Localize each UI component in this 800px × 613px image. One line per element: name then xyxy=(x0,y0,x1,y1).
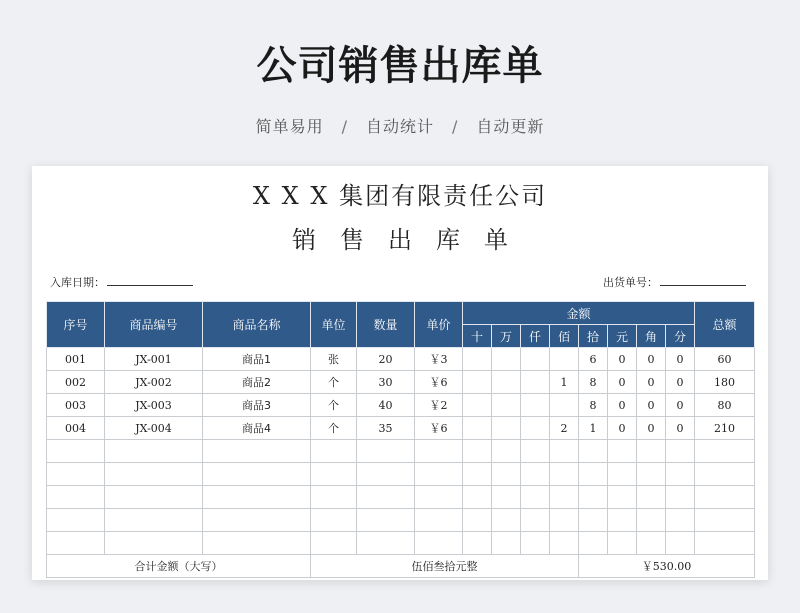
cell-code: JX-004 xyxy=(105,417,203,440)
table-row-empty xyxy=(47,486,755,509)
cell-digit: 0 xyxy=(666,394,695,417)
cell-empty xyxy=(203,509,311,532)
cell-empty xyxy=(203,463,311,486)
ship-number-label: 出货单号： xyxy=(603,276,658,289)
tagline-item: 简单易用 xyxy=(255,117,324,136)
cell-digit xyxy=(521,394,550,417)
cell-empty xyxy=(463,509,492,532)
cell-empty xyxy=(492,440,521,463)
cell-empty xyxy=(105,440,203,463)
cell-empty xyxy=(415,486,463,509)
invoice-sheet xyxy=(32,166,768,580)
cell-price: ￥2 xyxy=(415,394,463,417)
cell-digit xyxy=(492,417,521,440)
header-digit: 分 xyxy=(666,325,695,348)
cell-digit xyxy=(521,348,550,371)
cell-total: 60 xyxy=(695,348,755,371)
cell-digit: 0 xyxy=(608,371,637,394)
cell-empty xyxy=(637,509,666,532)
cell-empty xyxy=(105,509,203,532)
cell-total: 80 xyxy=(695,394,755,417)
cell-seq: 002 xyxy=(47,371,105,394)
cell-digit: 2 xyxy=(550,417,579,440)
cell-empty xyxy=(608,532,637,555)
cell-digit xyxy=(492,348,521,371)
table-row-empty xyxy=(47,463,755,486)
cell-empty xyxy=(521,486,550,509)
header-digit: 万 xyxy=(492,325,521,348)
cell-empty xyxy=(492,509,521,532)
total-amount-number: ￥530.00 xyxy=(579,555,755,578)
cell-price: ￥3 xyxy=(415,348,463,371)
cell-qty: 30 xyxy=(357,371,415,394)
in-date-blank[interactable] xyxy=(107,274,193,286)
cell-empty xyxy=(47,509,105,532)
cell-digit: 0 xyxy=(637,394,666,417)
header-digit: 元 xyxy=(608,325,637,348)
document-title: 销售出库单 xyxy=(292,226,532,254)
cell-digit xyxy=(463,417,492,440)
cell-digit: 8 xyxy=(579,371,608,394)
cell-empty xyxy=(666,463,695,486)
cell-digit: 1 xyxy=(550,371,579,394)
cell-empty xyxy=(311,440,357,463)
cell-digit: 0 xyxy=(637,417,666,440)
cell-price: ￥6 xyxy=(415,417,463,440)
page-title: 公司销售出库单 xyxy=(256,43,544,89)
cell-empty xyxy=(550,440,579,463)
cell-unit: 张 xyxy=(311,348,357,371)
cell-empty xyxy=(463,463,492,486)
cell-name: 商品4 xyxy=(203,417,311,440)
cell-empty xyxy=(357,463,415,486)
cell-empty xyxy=(695,440,755,463)
table-row-empty xyxy=(47,532,755,555)
header-digit: 佰 xyxy=(550,325,579,348)
cell-empty xyxy=(608,463,637,486)
cell-digit xyxy=(463,348,492,371)
cell-empty xyxy=(637,463,666,486)
cell-empty xyxy=(666,532,695,555)
header-total: 总额 xyxy=(695,302,755,348)
tagline-separator: / xyxy=(341,117,348,136)
cell-empty xyxy=(105,486,203,509)
cell-empty xyxy=(608,509,637,532)
cell-empty xyxy=(521,532,550,555)
cell-unit: 个 xyxy=(311,394,357,417)
header-code: 商品编号 xyxy=(105,302,203,348)
cell-empty xyxy=(492,486,521,509)
cell-empty xyxy=(695,463,755,486)
cell-code: JX-002 xyxy=(105,371,203,394)
tagline-item: 自动更新 xyxy=(476,117,545,136)
header-digit: 角 xyxy=(637,325,666,348)
cell-digit xyxy=(550,394,579,417)
cell-qty: 20 xyxy=(357,348,415,371)
cell-empty xyxy=(579,463,608,486)
cell-unit: 个 xyxy=(311,371,357,394)
cell-empty xyxy=(608,440,637,463)
cell-digit: 0 xyxy=(608,417,637,440)
ship-number-field xyxy=(603,274,746,290)
cell-digit: 0 xyxy=(608,394,637,417)
cell-empty xyxy=(47,463,105,486)
table-row xyxy=(47,417,755,440)
in-date-field xyxy=(50,274,193,290)
cell-empty xyxy=(637,532,666,555)
cell-empty xyxy=(550,532,579,555)
cell-empty xyxy=(463,440,492,463)
cell-empty xyxy=(203,486,311,509)
header-qty: 数量 xyxy=(357,302,415,348)
header-seq: 序号 xyxy=(47,302,105,348)
cell-empty xyxy=(463,532,492,555)
tagline xyxy=(0,114,800,137)
cell-empty xyxy=(311,486,357,509)
header-amount: 金额 xyxy=(463,302,695,325)
cell-empty xyxy=(521,440,550,463)
cell-empty xyxy=(666,440,695,463)
cell-empty xyxy=(579,532,608,555)
in-date-label: 入库日期： xyxy=(50,276,105,289)
total-amount-words: 伍佰叁拾元整 xyxy=(311,555,579,578)
cell-empty xyxy=(579,509,608,532)
cell-digit: 6 xyxy=(579,348,608,371)
cell-empty xyxy=(550,509,579,532)
cell-empty xyxy=(463,486,492,509)
cell-empty xyxy=(415,440,463,463)
table-row-empty xyxy=(47,509,755,532)
cell-empty xyxy=(203,440,311,463)
cell-seq: 004 xyxy=(47,417,105,440)
cell-empty xyxy=(579,486,608,509)
tagline-separator: / xyxy=(452,117,459,136)
cell-empty xyxy=(357,532,415,555)
header-name: 商品名称 xyxy=(203,302,311,348)
cell-empty xyxy=(415,463,463,486)
cell-digit: 0 xyxy=(637,348,666,371)
header-digit: 十 xyxy=(463,325,492,348)
cell-qty: 40 xyxy=(357,394,415,417)
cell-name: 商品3 xyxy=(203,394,311,417)
cell-seq: 001 xyxy=(47,348,105,371)
cell-digit xyxy=(521,371,550,394)
cell-empty xyxy=(521,509,550,532)
cell-code: JX-003 xyxy=(105,394,203,417)
cell-code: JX-001 xyxy=(105,348,203,371)
header-price: 单价 xyxy=(415,302,463,348)
cell-digit: 0 xyxy=(666,417,695,440)
cell-empty xyxy=(695,532,755,555)
table-row xyxy=(47,371,755,394)
cell-empty xyxy=(203,532,311,555)
cell-empty xyxy=(357,509,415,532)
cell-digit: 0 xyxy=(637,371,666,394)
cell-empty xyxy=(695,509,755,532)
items-table xyxy=(46,301,755,578)
cell-price: ￥6 xyxy=(415,371,463,394)
cell-empty xyxy=(357,486,415,509)
cell-empty xyxy=(105,463,203,486)
company-name: X X X 集团有限责任公司 xyxy=(252,182,548,210)
cell-empty xyxy=(550,463,579,486)
cell-empty xyxy=(47,532,105,555)
table-row-empty xyxy=(47,440,755,463)
cell-digit: 8 xyxy=(579,394,608,417)
cell-empty xyxy=(311,509,357,532)
cell-empty xyxy=(492,532,521,555)
cell-digit: 1 xyxy=(579,417,608,440)
cell-total: 210 xyxy=(695,417,755,440)
cell-digit: 0 xyxy=(666,348,695,371)
cell-empty xyxy=(492,463,521,486)
cell-empty xyxy=(666,486,695,509)
cell-empty xyxy=(47,486,105,509)
cell-empty xyxy=(579,440,608,463)
cell-empty xyxy=(550,486,579,509)
cell-empty xyxy=(608,486,637,509)
ship-number-blank[interactable] xyxy=(660,274,746,286)
cell-total: 180 xyxy=(695,371,755,394)
cell-digit xyxy=(550,348,579,371)
cell-digit: 0 xyxy=(666,371,695,394)
cell-empty xyxy=(105,532,203,555)
cell-name: 商品2 xyxy=(203,371,311,394)
header-digit: 仟 xyxy=(521,325,550,348)
cell-empty xyxy=(415,509,463,532)
cell-digit xyxy=(463,371,492,394)
table-row xyxy=(47,348,755,371)
tagline-item: 自动统计 xyxy=(365,117,434,136)
cell-digit: 0 xyxy=(608,348,637,371)
cell-qty: 35 xyxy=(357,417,415,440)
cell-empty xyxy=(415,532,463,555)
cell-digit xyxy=(492,394,521,417)
cell-empty xyxy=(311,532,357,555)
cell-seq: 003 xyxy=(47,394,105,417)
cell-digit xyxy=(492,371,521,394)
cell-digit xyxy=(463,394,492,417)
cell-empty xyxy=(695,486,755,509)
cell-unit: 个 xyxy=(311,417,357,440)
cell-name: 商品1 xyxy=(203,348,311,371)
total-label: 合计金额（大写） xyxy=(47,555,311,578)
cell-empty xyxy=(521,463,550,486)
cell-empty xyxy=(666,509,695,532)
cell-empty xyxy=(357,440,415,463)
cell-empty xyxy=(311,463,357,486)
cell-digit xyxy=(521,417,550,440)
cell-empty xyxy=(637,440,666,463)
table-row xyxy=(47,394,755,417)
header-unit: 单位 xyxy=(311,302,357,348)
cell-empty xyxy=(47,440,105,463)
total-row xyxy=(47,555,755,578)
header-digit: 拾 xyxy=(579,325,608,348)
cell-empty xyxy=(637,486,666,509)
